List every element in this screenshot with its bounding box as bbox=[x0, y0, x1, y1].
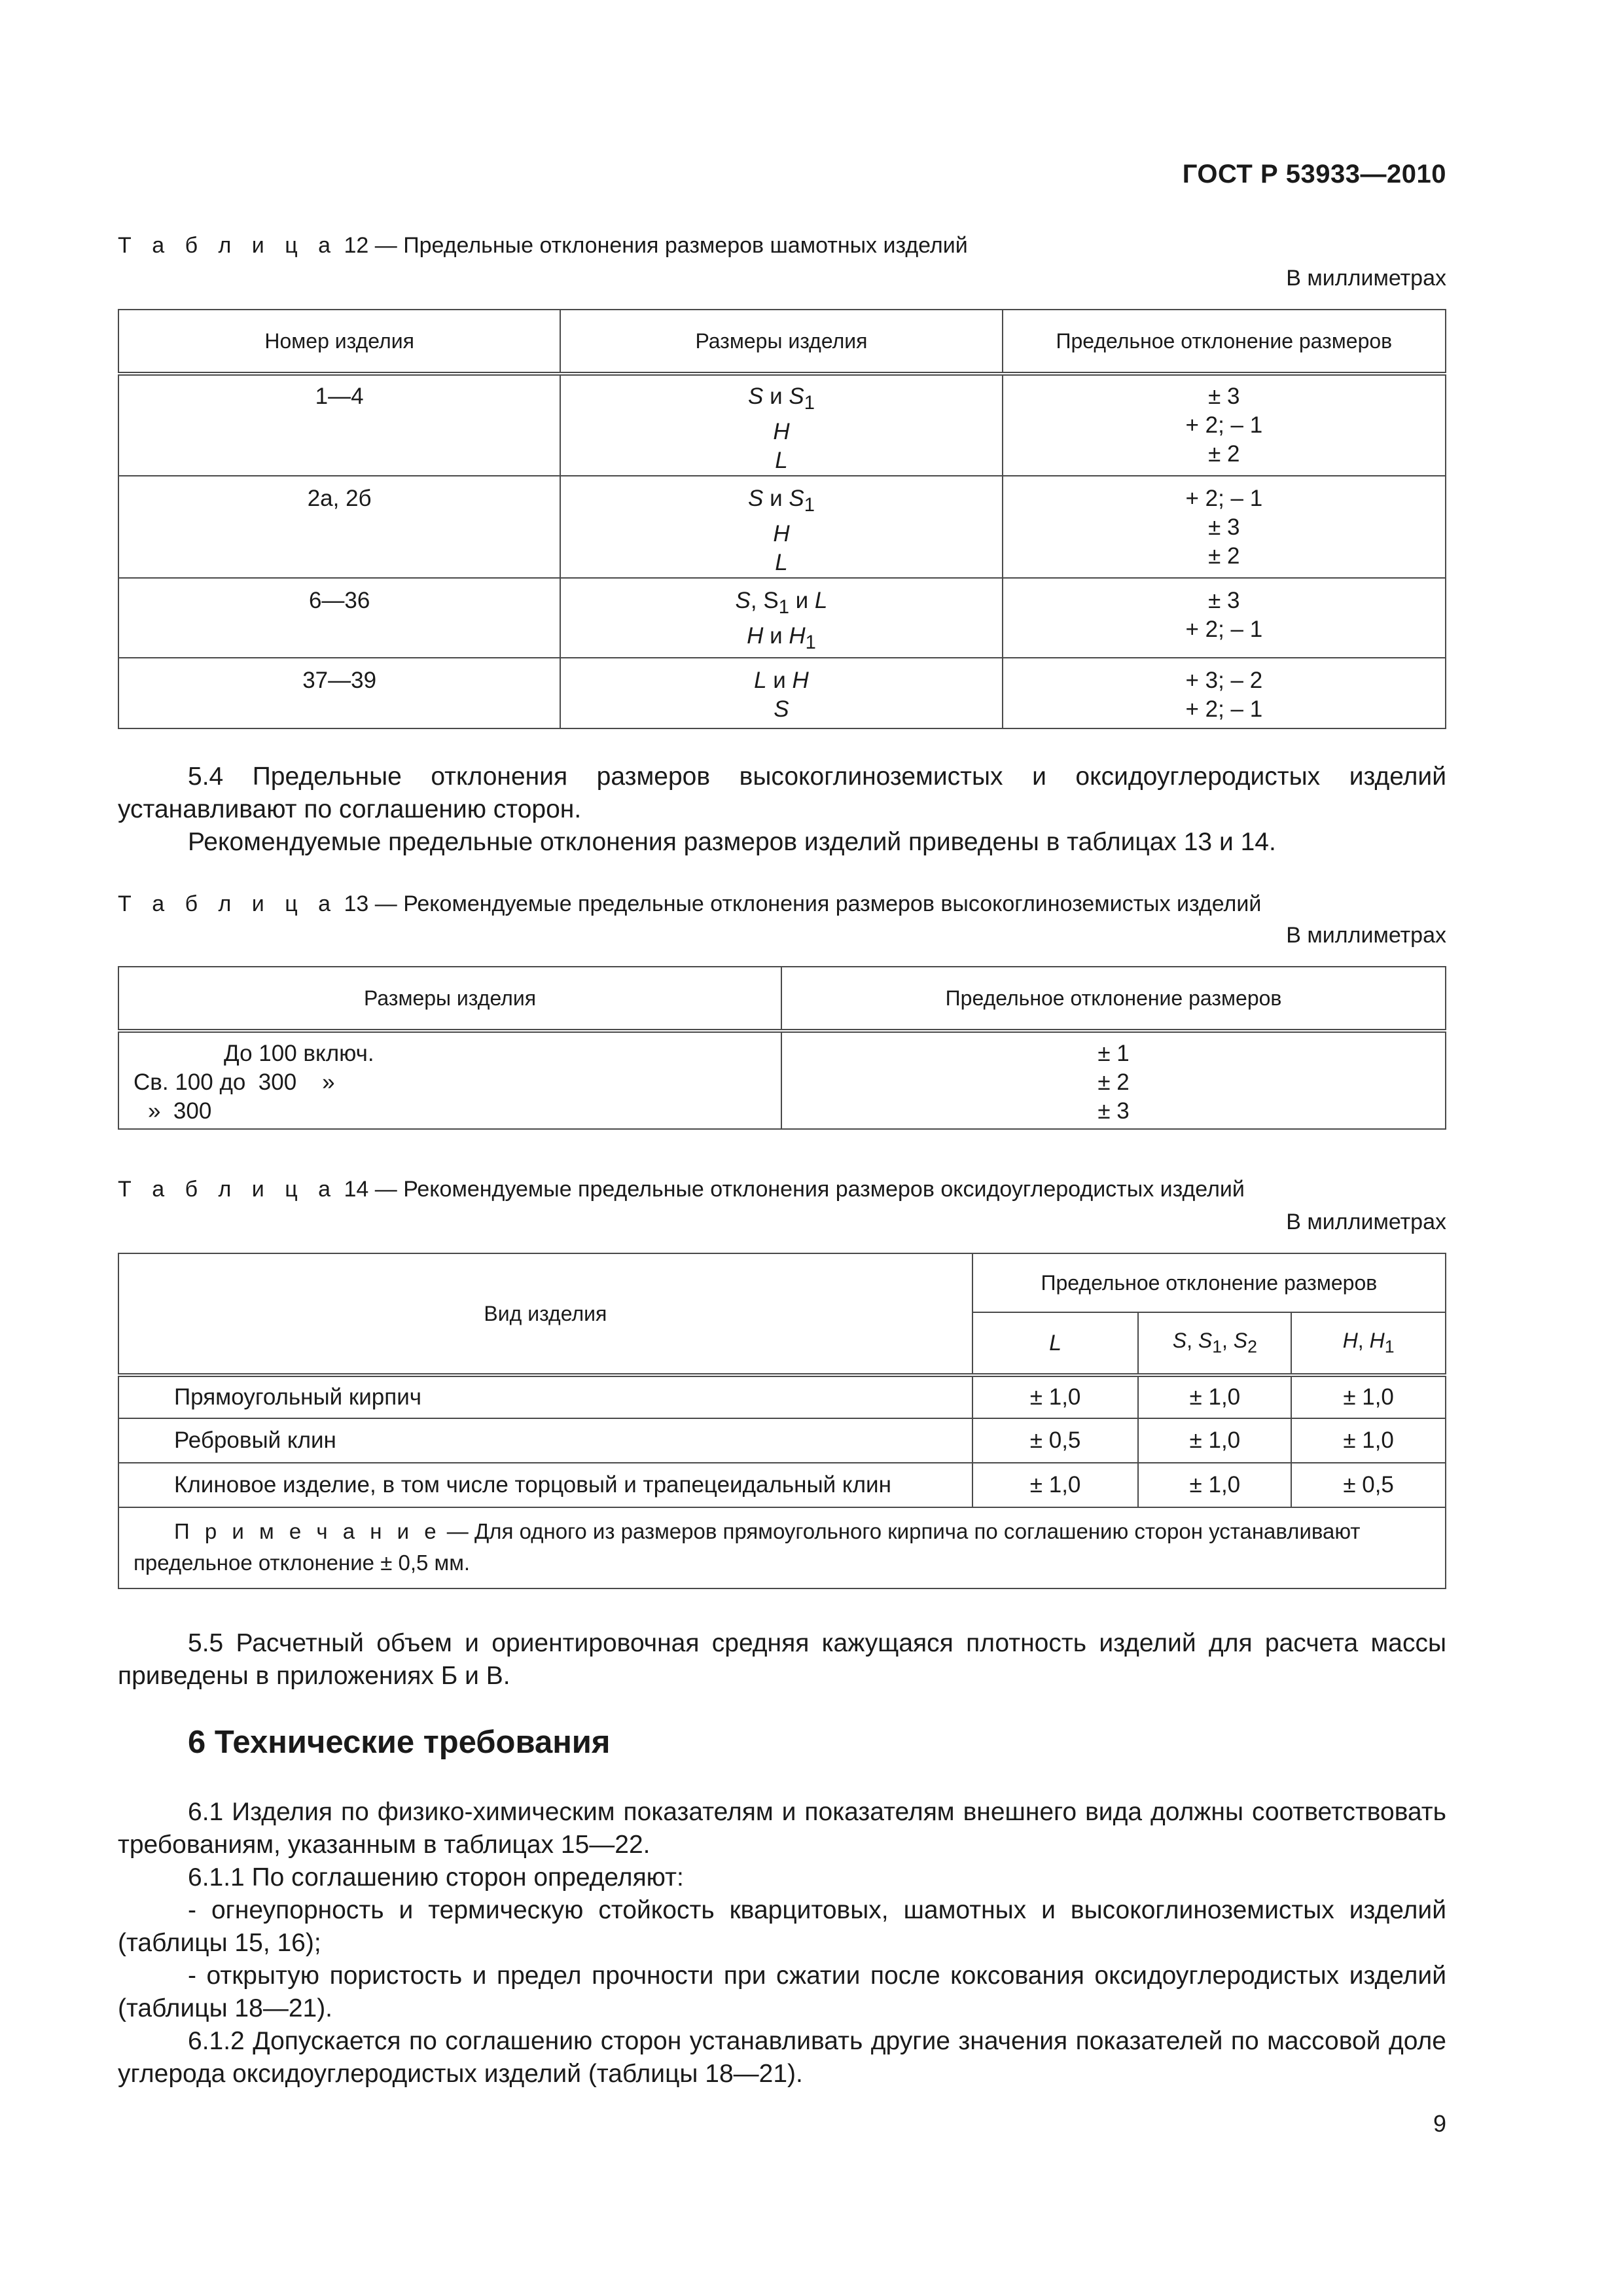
product-kind: Ребровый клин bbox=[118, 1418, 972, 1463]
paragraph-5-4-recommended: Рекомендуемые предельные отклонения размеров изделий приведены в таблицах 13 и 14. bbox=[188, 828, 1276, 856]
table13-caption-text: 13 — Рекомендуемые предельные отклонения размеров высокоглиноземистых изделий bbox=[338, 891, 1262, 916]
table13-header-sizes: Размеры изделия bbox=[118, 967, 781, 1031]
table13-caption-lead: Т а б л и ц а bbox=[118, 891, 338, 916]
table12-header-deviation: Предельное отклонение размеров bbox=[1003, 310, 1446, 374]
size-deviation: ± 3 + 2; – 1 ± 2 bbox=[1003, 374, 1446, 476]
table-note-row bbox=[118, 1507, 1446, 1588]
table12-header-number: Номер изделия bbox=[118, 310, 560, 374]
product-sizes: S, $S_1$ и L H и $H_1$ bbox=[560, 578, 1002, 658]
page-number: 9 bbox=[1433, 2110, 1446, 2137]
table14-header-deviation: Предельное отклонение размеров bbox=[972, 1253, 1446, 1312]
table-row bbox=[118, 1031, 1446, 1129]
table13-caption bbox=[118, 891, 1261, 917]
table14-caption-text: 14 — Рекомендуемые предельные отклонения размеров оксидоуглеродистых изделий bbox=[338, 1177, 1245, 1202]
product-number: 6—36 bbox=[308, 588, 370, 613]
table14-caption-lead: Т а б л и ц а bbox=[118, 1177, 338, 1202]
table-row bbox=[118, 1418, 1446, 1463]
table-row bbox=[118, 578, 1446, 658]
document-code: ГОСТ Р 53933—2010 bbox=[1182, 160, 1446, 188]
table-row bbox=[118, 374, 1446, 476]
product-number: 37—39 bbox=[302, 668, 377, 693]
table-row bbox=[118, 1375, 1446, 1418]
deviation-h: ± 0,5 bbox=[1291, 1463, 1446, 1507]
table13-header-deviation: Предельное отклонение размеров bbox=[781, 967, 1446, 1031]
deviation-l: ± 1,0 bbox=[972, 1375, 1139, 1418]
table14-header-h: H, $H_1$ bbox=[1291, 1312, 1446, 1375]
deviation-h: ± 1,0 bbox=[1291, 1375, 1446, 1418]
paragraph-6-1-1: 6.1.1 По соглашению сторон определяют: bbox=[188, 1863, 684, 1892]
deviation-s: ± 1,0 bbox=[1138, 1463, 1291, 1507]
deviation-h: ± 1,0 bbox=[1291, 1418, 1446, 1463]
size-deviation: ± 1 ± 2 ± 3 bbox=[781, 1031, 1446, 1129]
table14-header-kind: Вид изделия bbox=[118, 1253, 972, 1375]
table12-caption bbox=[118, 233, 968, 259]
table-row bbox=[118, 476, 1446, 578]
section-6-title: 6 Технические требования bbox=[188, 1725, 611, 1760]
deviation-s: ± 1,0 bbox=[1138, 1375, 1291, 1418]
product-number: 2а, 2б bbox=[307, 486, 372, 511]
table12-header-sizes: Размеры изделия bbox=[560, 310, 1002, 374]
deviation-l: ± 0,5 bbox=[972, 1418, 1139, 1463]
size-ranges: До 100 включ. Св. 100 до 300 » » 300 bbox=[118, 1031, 781, 1129]
table14-caption bbox=[118, 1177, 1245, 1202]
table13 bbox=[118, 966, 1446, 1130]
table14 bbox=[118, 1253, 1446, 1589]
product-number: 1—4 bbox=[315, 384, 364, 409]
product-sizes: L и H S bbox=[560, 658, 1002, 728]
note-lead: П р и м е ч а н и е bbox=[174, 1519, 441, 1543]
paragraph-6-1-2: 6.1.2 Допускается по соглашению сторон устанавливать другие значения показателей по массовой доле углерода оксидоуглеродистых изделий (таблицы 18—21). bbox=[118, 2027, 1446, 2088]
table-row bbox=[118, 1463, 1446, 1507]
paragraph-6-1: 6.1 Изделия по физико-химическим показателям и показателям внешнего вида должны соответствовать требованиям, указанным в таблицах 15—22. bbox=[118, 1798, 1446, 1859]
table12-caption-lead: Т а б л и ц а bbox=[118, 233, 338, 258]
product-sizes: S и $S_1$ H L bbox=[560, 374, 1002, 476]
size-deviation: + 3; – 2 + 2; – 1 bbox=[1003, 658, 1446, 728]
table12-caption-text: 12 — Предельные отклонения размеров шамотных изделий bbox=[338, 233, 968, 258]
paragraph-5-5: 5.5 Расчетный объем и ориентировочная средняя кажущаяся плотность изделий для расчета массы приведены в приложениях Б и В. bbox=[118, 1629, 1446, 1690]
table14-units: В миллиметрах bbox=[1286, 1210, 1446, 1234]
note-text: — Для одного из размеров прямоугольного кирпича по соглашению сторон устанавливают предельное отклонение ± 0,5 мм. bbox=[134, 1519, 1361, 1575]
list-item: - открытую пористость и предел прочности при сжатии после коксования оксидоуглеродистых изделий (таблицы 18—21). bbox=[118, 1962, 1446, 2022]
product-sizes: S и $S_1$ H L bbox=[560, 476, 1002, 578]
table14-header-s: S, $S_1$, $S_2$ bbox=[1138, 1312, 1291, 1375]
paragraph-5-4: 5.4 Предельные отклонения размеров высокоглиноземистых и оксидоуглеродистых изделий устанавливают по соглашению сторон. bbox=[118, 762, 1446, 823]
table13-units: В миллиметрах bbox=[1286, 923, 1446, 948]
product-kind: Прямоугольный кирпич bbox=[118, 1375, 972, 1418]
size-deviation: + 2; – 1 ± 3 ± 2 bbox=[1003, 476, 1446, 578]
deviation-s: ± 1,0 bbox=[1138, 1418, 1291, 1463]
deviation-l: ± 1,0 bbox=[972, 1463, 1139, 1507]
table14-note bbox=[118, 1507, 1446, 1588]
table14-header-l: L bbox=[972, 1312, 1139, 1375]
table12-units: В миллиметрах bbox=[1286, 266, 1446, 291]
table12 bbox=[118, 309, 1446, 729]
product-kind: Клиновое изделие, в том числе торцовый и трапецеидальный клин bbox=[118, 1463, 972, 1507]
size-deviation: ± 3 + 2; – 1 bbox=[1003, 578, 1446, 658]
table-row bbox=[118, 658, 1446, 728]
list-item: - огнеупорность и термическую стойкость кварцитовых, шамотных и высокоглиноземистых изделий (таблицы 15, 16); bbox=[118, 1896, 1446, 1957]
